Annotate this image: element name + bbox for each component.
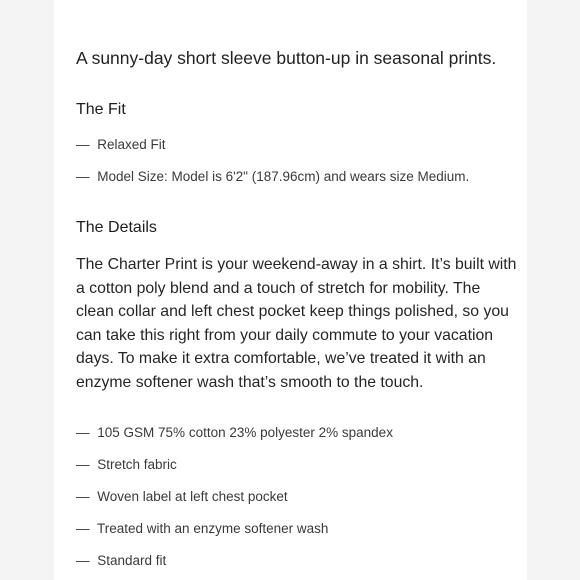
details-item-text: Treated with an enzyme softener wash	[97, 521, 329, 536]
details-item-text: Stretch fabric	[97, 457, 177, 472]
fit-list-item	[76, 168, 469, 186]
list-dash: —	[76, 137, 90, 152]
list-dash: —	[76, 169, 90, 184]
details-heading: The Details	[76, 219, 157, 236]
details-paragraph: The Charter Print is your weekend-away in a shirt. It’s built with a cotton poly blend and a touch of stretch for mobility. The clean collar and left chest pocket keep things polished, so you can take this right from your daily commute to your vacation days. To make it extra comfortable, we’ve treated it with an enzyme softener wash that’s smooth to the touch.	[76, 256, 517, 391]
product-description-panel	[54, 0, 527, 580]
product-intro-text: A sunny-day short sleeve button-up in seasonal prints.	[76, 48, 497, 68]
fit-list-item	[76, 136, 166, 154]
details-item-text: Standard fit	[97, 553, 167, 568]
details-list-item	[76, 456, 177, 474]
details-item-text: 105 GSM 75% cotton 23% polyester 2% spandex	[97, 425, 393, 440]
fit-item-text: Relaxed Fit	[97, 137, 166, 152]
list-dash: —	[76, 521, 90, 536]
list-dash: —	[76, 553, 90, 568]
fit-item-text: Model Size: Model is 6'2" (187.96cm) and wears size Medium.	[97, 169, 470, 184]
details-list-item	[76, 552, 166, 570]
list-dash: —	[76, 489, 90, 504]
list-dash: —	[76, 425, 90, 440]
details-list-item	[76, 520, 328, 538]
details-item-text: Woven label at left chest pocket	[97, 489, 288, 504]
details-list-item	[76, 488, 288, 506]
details-list-item	[76, 424, 393, 442]
fit-heading: The Fit	[76, 101, 126, 118]
list-dash: —	[76, 457, 90, 472]
